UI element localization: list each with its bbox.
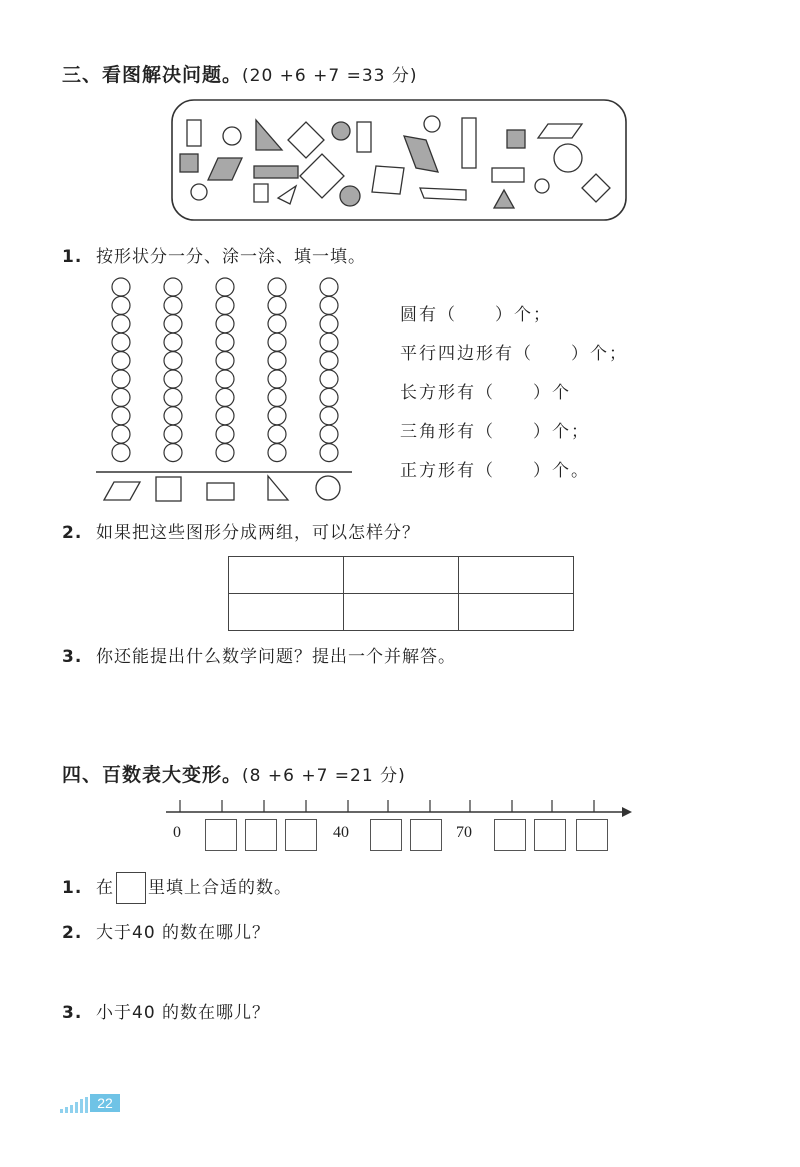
tally-circle[interactable] — [164, 296, 182, 314]
tally-circle[interactable] — [268, 296, 286, 314]
question-text: 大于40 的数在哪儿？ — [96, 923, 271, 943]
tally-circle[interactable] — [268, 352, 286, 370]
s3-question-2 — [62, 518, 420, 543]
shape-circle — [554, 144, 582, 172]
question-text: 小于40 的数在哪儿？ — [96, 1003, 271, 1023]
tally-circle[interactable] — [164, 315, 182, 333]
tally-circle[interactable] — [268, 315, 286, 333]
tally-circle[interactable] — [320, 370, 338, 388]
shape-rectangle — [254, 166, 298, 178]
tally-circle[interactable] — [216, 278, 234, 296]
s3-question-3 — [62, 642, 456, 667]
tally-circle[interactable] — [112, 352, 130, 370]
question-text: 按形状分一分、涂一涂、填一填。 — [96, 247, 366, 267]
square-icon — [156, 477, 181, 501]
tally-circle[interactable] — [216, 315, 234, 333]
fill-rectangle: 长方形有（ ）个 — [400, 383, 571, 403]
grouping-cell[interactable] — [344, 594, 459, 631]
shape-rectangle — [492, 168, 524, 182]
tally-circle[interactable] — [216, 407, 234, 425]
number-line — [160, 796, 640, 818]
tally-circle[interactable] — [112, 296, 130, 314]
tally-circle[interactable] — [216, 444, 234, 462]
question-number: 3. — [62, 1003, 83, 1023]
question-number: 2. — [62, 923, 83, 943]
tally-circle[interactable] — [164, 388, 182, 406]
tally-circle[interactable] — [320, 278, 338, 296]
page-bars-icon — [60, 1094, 90, 1110]
question-text-after: 里填上合适的数。 — [148, 878, 292, 898]
grouping-cell[interactable] — [229, 594, 344, 631]
tally-circle[interactable] — [320, 444, 338, 462]
question-text-before: 在 — [96, 878, 114, 898]
section4-score: (8 +6 +7 =21 分) — [242, 766, 406, 786]
tally-circle[interactable] — [268, 333, 286, 351]
s4-question-2 — [62, 918, 270, 943]
shape-square — [180, 154, 198, 172]
tally-circle[interactable] — [112, 444, 130, 462]
fill-circle: 圆有（ ）个； — [400, 305, 552, 325]
number-box[interactable] — [534, 819, 566, 851]
number-box[interactable] — [494, 819, 526, 851]
tally-circle[interactable] — [268, 370, 286, 388]
tally-circle[interactable] — [112, 315, 130, 333]
example-box — [116, 872, 146, 904]
page-number: 22 — [90, 1094, 120, 1112]
shape-rectangle — [357, 122, 371, 152]
tally-circle[interactable] — [112, 407, 130, 425]
number-box[interactable] — [205, 819, 237, 851]
shape-circle — [223, 127, 241, 145]
question-text: 如果把这些图形分成两组，可以怎样分？ — [96, 523, 420, 543]
grouping-cell[interactable] — [459, 594, 574, 631]
question-text: 你还能提出什么数学问题？提出一个并解答。 — [96, 647, 456, 667]
arrow-head-icon — [622, 807, 632, 817]
shape-rectangle — [187, 120, 201, 146]
s3-question-1 — [62, 242, 366, 267]
shape-rectangle — [462, 118, 476, 168]
shape-circle — [535, 179, 549, 193]
circle-columns — [96, 276, 358, 506]
tally-circle[interactable] — [216, 370, 234, 388]
tally-circle[interactable] — [112, 333, 130, 351]
section3-score: (20 +6 +7 =33 分) — [242, 66, 418, 86]
tally-circle[interactable] — [216, 333, 234, 351]
number-box[interactable] — [370, 819, 402, 851]
tally-circle[interactable] — [112, 370, 130, 388]
tally-circle[interactable] — [268, 388, 286, 406]
tally-circle[interactable] — [112, 278, 130, 296]
circle-icon — [316, 476, 340, 500]
tally-circle[interactable] — [164, 370, 182, 388]
shape-circle — [424, 116, 440, 132]
tally-circle[interactable] — [216, 425, 234, 443]
tally-circle[interactable] — [216, 296, 234, 314]
shape-square — [372, 166, 404, 194]
tally-circle[interactable] — [164, 444, 182, 462]
tally-circle[interactable] — [268, 425, 286, 443]
grouping-cell[interactable] — [459, 557, 574, 594]
section4-title — [62, 760, 406, 787]
shape-circle — [340, 186, 360, 206]
tally-circle[interactable] — [164, 352, 182, 370]
tally-circle[interactable] — [268, 407, 286, 425]
shape-circle — [191, 184, 207, 200]
tally-circle[interactable] — [164, 425, 182, 443]
shape-rectangle — [420, 188, 466, 200]
fill-square: 正方形有（ ）个。 — [400, 461, 590, 481]
tally-circle[interactable] — [216, 388, 234, 406]
label-70: 70 — [456, 824, 472, 841]
fill-parallelogram: 平行四边形有（ ）个； — [400, 344, 628, 364]
tally-circle[interactable] — [268, 444, 286, 462]
grouping-cell[interactable] — [229, 557, 344, 594]
s4-question-1 — [62, 872, 292, 904]
question-number: 1. — [62, 247, 83, 267]
tally-circle[interactable] — [164, 333, 182, 351]
tally-circle[interactable] — [320, 407, 338, 425]
section4-title-text: 四、百数表大变形。 — [62, 764, 243, 786]
tally-circle[interactable] — [320, 333, 338, 351]
tally-circle[interactable] — [268, 278, 286, 296]
tally-circle[interactable] — [320, 315, 338, 333]
shape-square — [507, 130, 525, 148]
question-number: 2. — [62, 523, 83, 543]
label-0: 0 — [173, 824, 181, 841]
grouping-table — [228, 556, 574, 631]
tally-circle[interactable] — [320, 388, 338, 406]
tally-circle[interactable] — [112, 425, 130, 443]
fill-triangle: 三角形有（ ）个； — [400, 422, 590, 442]
parallelogram-icon — [104, 482, 140, 500]
question-number: 3. — [62, 647, 83, 667]
number-box[interactable] — [285, 819, 317, 851]
shapes-panel — [170, 98, 630, 224]
tally-circle[interactable] — [216, 352, 234, 370]
label-40: 40 — [333, 824, 349, 841]
question-number: 1. — [62, 878, 83, 898]
s4-question-3 — [62, 998, 270, 1023]
grouping-cell[interactable] — [344, 557, 459, 594]
number-box[interactable] — [245, 819, 277, 851]
tally-circle[interactable] — [320, 296, 338, 314]
tally-circle[interactable] — [320, 352, 338, 370]
shape-circle — [332, 122, 350, 140]
fill-in-list — [400, 300, 628, 495]
triangle-icon — [268, 476, 288, 500]
tally-circle[interactable] — [164, 278, 182, 296]
shape-square — [254, 184, 268, 202]
number-box[interactable] — [576, 819, 608, 851]
tally-circle[interactable] — [112, 388, 130, 406]
number-box[interactable] — [410, 819, 442, 851]
tally-circle[interactable] — [320, 425, 338, 443]
section3-title — [62, 60, 418, 87]
tally-circle[interactable] — [164, 407, 182, 425]
section3-title-text: 三、看图解决问题。 — [62, 64, 243, 86]
rectangle-icon — [207, 483, 234, 500]
